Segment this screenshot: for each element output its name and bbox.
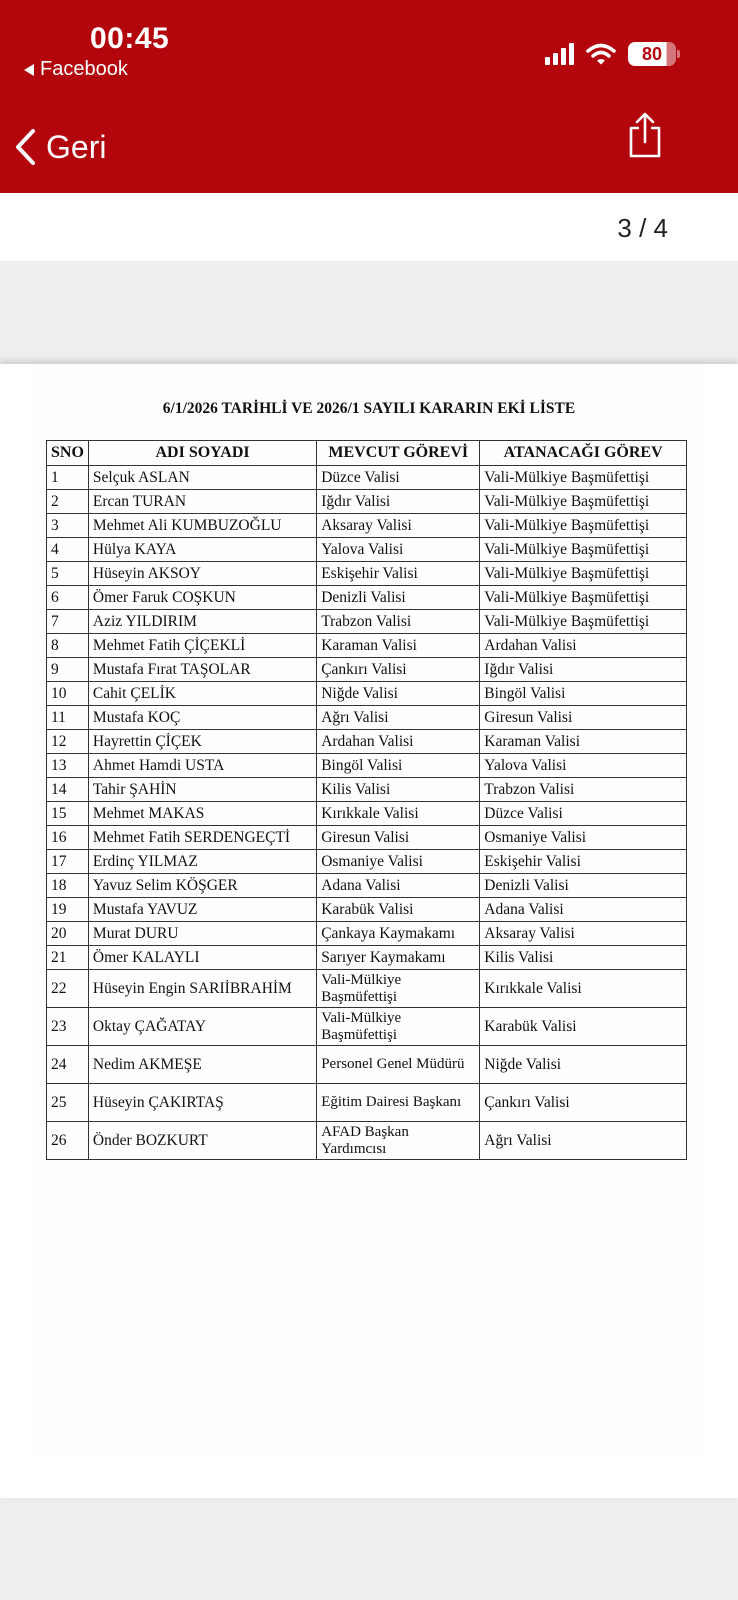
table-row [47, 1008, 687, 1046]
cell-new-post: Trabzon Valisi [480, 778, 687, 802]
column-header-new-post: ATANACAĞI GÖREV [480, 441, 687, 466]
column-header-sno: SNO [47, 441, 89, 466]
status-icons [545, 42, 676, 66]
cell-current-post: Aksaray Valisi [317, 514, 480, 538]
cell-current-post: Denizli Valisi [317, 586, 480, 610]
cell-current-post: Bingöl Valisi [317, 754, 480, 778]
table-row [47, 682, 687, 706]
cell-current-post: Osmaniye Valisi [317, 850, 480, 874]
cell-new-post: Ardahan Valisi [480, 634, 687, 658]
cell-new-post: Karabük Valisi [480, 1008, 687, 1046]
cell-new-post: Adana Valisi [480, 898, 687, 922]
table-row [47, 826, 687, 850]
cell-new-post: Vali-Mülkiye Başmüfettişi [480, 610, 687, 634]
cell-sno: 4 [47, 538, 89, 562]
table-row [47, 490, 687, 514]
cell-sno: 18 [47, 874, 89, 898]
table-row [47, 1122, 687, 1160]
cell-new-post: Niğde Valisi [480, 1046, 687, 1084]
cell-new-post: Giresun Valisi [480, 706, 687, 730]
cell-name: Hülya KAYA [88, 538, 316, 562]
cell-sno: 20 [47, 922, 89, 946]
status-time: 00:45 [90, 22, 170, 55]
cell-sno: 1 [47, 466, 89, 490]
cell-new-post: Çankırı Valisi [480, 1084, 687, 1122]
cell-new-post: Bingöl Valisi [480, 682, 687, 706]
table-row [47, 946, 687, 970]
cell-sno: 9 [47, 658, 89, 682]
cell-new-post: Ağrı Valisi [480, 1122, 687, 1160]
cell-sno: 8 [47, 634, 89, 658]
table-row [47, 850, 687, 874]
cell-sno: 19 [47, 898, 89, 922]
table-row [47, 514, 687, 538]
cell-sno: 22 [47, 970, 89, 1008]
cell-name: Hayrettin ÇİÇEK [88, 730, 316, 754]
appointment-table [46, 440, 687, 1160]
table-row [47, 562, 687, 586]
cell-name: Ömer KALAYLI [88, 946, 316, 970]
back-label: Geri [46, 128, 107, 165]
cell-name: Mehmet Fatih ÇİÇEKLİ [88, 634, 316, 658]
chevron-left-icon [14, 128, 36, 166]
cell-current-post: Vali-Mülkiye Başmüfettişi [317, 1008, 480, 1046]
back-app-label: Facebook [40, 58, 128, 80]
cellular-signal-icon [545, 43, 574, 65]
cell-sno: 23 [47, 1008, 89, 1046]
table-row [47, 538, 687, 562]
page-counter-bar [0, 193, 738, 261]
cell-sno: 26 [47, 1122, 89, 1160]
column-header-name: ADI SOYADI [88, 441, 316, 466]
cell-sno: 6 [47, 586, 89, 610]
table-row [47, 466, 687, 490]
cell-current-post: Karaman Valisi [317, 634, 480, 658]
app-header [0, 0, 738, 193]
cell-new-post: Vali-Mülkiye Başmüfettişi [480, 562, 687, 586]
cell-name: Ahmet Hamdi USTA [88, 754, 316, 778]
table-row [47, 802, 687, 826]
page-counter: 3 / 4 [617, 213, 668, 243]
cell-name: Ömer Faruk COŞKUN [88, 586, 316, 610]
cell-current-post: Düzce Valisi [317, 466, 480, 490]
pdf-page [0, 364, 738, 1498]
cell-new-post: Eskişehir Valisi [480, 850, 687, 874]
battery-icon [628, 42, 676, 66]
cell-new-post: Vali-Mülkiye Başmüfettişi [480, 490, 687, 514]
cell-new-post: Osmaniye Valisi [480, 826, 687, 850]
cell-name: Yavuz Selim KÖŞGER [88, 874, 316, 898]
cell-name: Selçuk ASLAN [88, 466, 316, 490]
table-row [47, 922, 687, 946]
cell-current-post: Yalova Valisi [317, 538, 480, 562]
cell-current-post: Kırıkkale Valisi [317, 802, 480, 826]
table-row [47, 970, 687, 1008]
cell-current-post: Sarıyer Kaymakamı [317, 946, 480, 970]
table-row [47, 1046, 687, 1084]
table-row [47, 658, 687, 682]
table-row [47, 898, 687, 922]
cell-new-post: Düzce Valisi [480, 802, 687, 826]
cell-new-post: Yalova Valisi [480, 754, 687, 778]
table-row [47, 1084, 687, 1122]
cell-current-post: Personel Genel Müdürü [317, 1046, 480, 1084]
cell-name: Oktay ÇAĞATAY [88, 1008, 316, 1046]
cell-current-post: Kilis Valisi [317, 778, 480, 802]
cell-current-post: Çankaya Kaymakamı [317, 922, 480, 946]
table-row [47, 874, 687, 898]
cell-current-post: Çankırı Valisi [317, 658, 480, 682]
cell-name: Önder BOZKURT [88, 1122, 316, 1160]
cell-sno: 16 [47, 826, 89, 850]
document-title: 6/1/2026 TARİHLİ VE 2026/1 SAYILI KARARIN EKİ LİSTE [162, 400, 576, 417]
cell-current-post: Eskişehir Valisi [317, 562, 480, 586]
cell-name: Erdinç YILMAZ [88, 850, 316, 874]
cell-name: Tahir ŞAHİN [88, 778, 316, 802]
cell-sno: 17 [47, 850, 89, 874]
cell-name: Murat DURU [88, 922, 316, 946]
cell-current-post: Giresun Valisi [317, 826, 480, 850]
cell-new-post: Karaman Valisi [480, 730, 687, 754]
cell-new-post: Vali-Mülkiye Başmüfettişi [480, 586, 687, 610]
cell-new-post: Kilis Valisi [480, 946, 687, 970]
cell-sno: 7 [47, 610, 89, 634]
pdf-viewer[interactable] [0, 261, 738, 1600]
cell-name: Mustafa KOÇ [88, 706, 316, 730]
table-row [47, 706, 687, 730]
share-icon [627, 112, 663, 158]
cell-current-post: Iğdır Valisi [317, 490, 480, 514]
cell-sno: 11 [47, 706, 89, 730]
back-button[interactable] [14, 128, 106, 166]
table-row [47, 610, 687, 634]
cell-new-post: Vali-Mülkiye Başmüfettişi [480, 514, 687, 538]
cell-name: Mustafa Fırat TAŞOLAR [88, 658, 316, 682]
wifi-icon [586, 43, 616, 65]
cell-sno: 2 [47, 490, 89, 514]
cell-current-post: Niğde Valisi [317, 682, 480, 706]
cell-new-post: Kırıkkale Valisi [480, 970, 687, 1008]
share-button[interactable] [627, 112, 663, 163]
cell-sno: 10 [47, 682, 89, 706]
table-row [47, 754, 687, 778]
table-row [47, 586, 687, 610]
table-header-row [47, 441, 687, 466]
cell-name: Mehmet Ali KUMBUZOĞLU [88, 514, 316, 538]
cell-sno: 3 [47, 514, 89, 538]
cell-sno: 15 [47, 802, 89, 826]
cell-new-post: Vali-Mülkiye Başmüfettişi [480, 538, 687, 562]
cell-name: Hüseyin ÇAKIRTAŞ [88, 1084, 316, 1122]
cell-sno: 14 [47, 778, 89, 802]
cell-new-post: Iğdır Valisi [480, 658, 687, 682]
cell-name: Nedim AKMEŞE [88, 1046, 316, 1084]
cell-name: Hüseyin Engin SARIİBRAHİM [88, 970, 316, 1008]
cell-name: Aziz YILDIRIM [88, 610, 316, 634]
cell-sno: 25 [47, 1084, 89, 1122]
cell-name: Mehmet Fatih SERDENGEÇTİ [88, 826, 316, 850]
cell-name: Mehmet MAKAS [88, 802, 316, 826]
cell-new-post: Denizli Valisi [480, 874, 687, 898]
cell-name: Cahit ÇELİK [88, 682, 316, 706]
cell-sno: 5 [47, 562, 89, 586]
table-row [47, 778, 687, 802]
cell-current-post: Ağrı Valisi [317, 706, 480, 730]
cell-current-post: AFAD Başkan Yardımcısı [317, 1122, 480, 1160]
column-header-current-post: MEVCUT GÖREVİ [317, 441, 480, 466]
cell-current-post: Vali-Mülkiye Başmüfettişi [317, 970, 480, 1008]
cell-current-post: Trabzon Valisi [317, 610, 480, 634]
cell-current-post: Ardahan Valisi [317, 730, 480, 754]
cell-name: Mustafa YAVUZ [88, 898, 316, 922]
cell-sno: 24 [47, 1046, 89, 1084]
cell-current-post: Eğitim Dairesi Başkanı [317, 1084, 480, 1122]
cell-sno: 13 [47, 754, 89, 778]
table-row [47, 730, 687, 754]
cell-sno: 21 [47, 946, 89, 970]
cell-name: Ercan TURAN [88, 490, 316, 514]
cell-name: Hüseyin AKSOY [88, 562, 316, 586]
cell-new-post: Vali-Mülkiye Başmüfettişi [480, 466, 687, 490]
battery-level: 80 [641, 43, 663, 64]
cell-current-post: Adana Valisi [317, 874, 480, 898]
cell-sno: 12 [47, 730, 89, 754]
table-row [47, 634, 687, 658]
back-to-app-link[interactable] [24, 58, 128, 81]
cell-current-post: Karabük Valisi [317, 898, 480, 922]
back-triangle-icon [24, 64, 34, 76]
cell-new-post: Aksaray Valisi [480, 922, 687, 946]
